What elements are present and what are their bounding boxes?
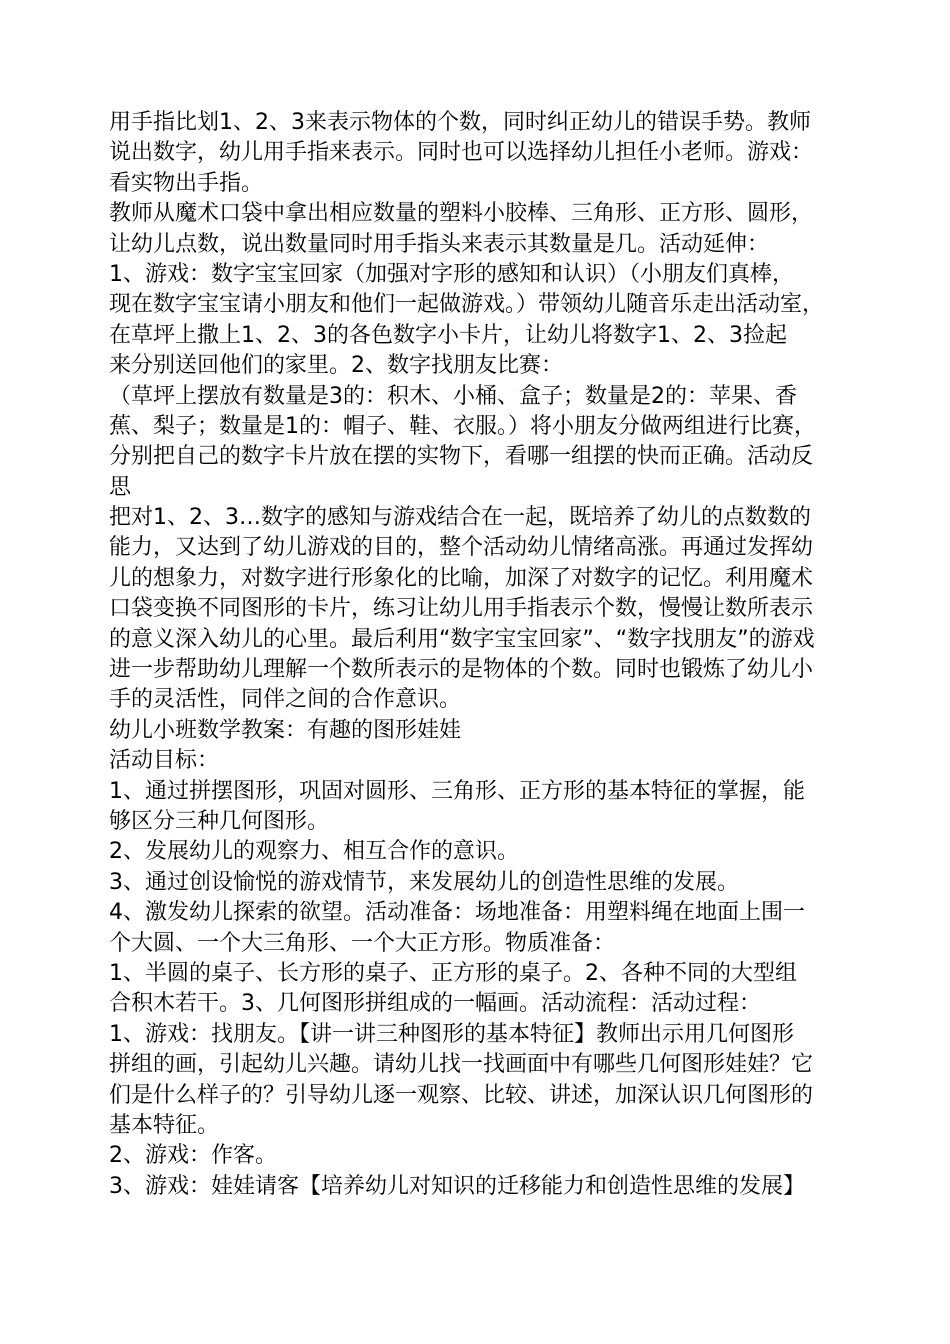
text-line: 用手指比划1、2、3来表示物体的个数，同时纠正幼儿的错误手势。教师 xyxy=(109,110,811,135)
text-line: 在草坪上撒上1、2、3的各色数字小卡片，让幼儿将数字1、2、3捡起 xyxy=(109,322,787,348)
text-line: 拼组的画，引起幼儿兴趣。请幼儿找一找画面中有哪些几何图形娃娃？它 xyxy=(109,1052,814,1078)
text-line: 3、通过创设愉悦的游戏情节，来发展幼儿的创造性思维的发展。 xyxy=(109,869,739,895)
text-line: 1、游戏：数字宝宝回家（加强对字形的感知和认识）（小朋友们真棒， xyxy=(109,261,794,287)
text-line: 基本特征。 xyxy=(109,1112,220,1138)
section-heading: 活动目标： xyxy=(109,748,220,774)
document-body xyxy=(109,108,869,1202)
text-line: 进一步帮助幼儿理解一个数所表示的是物体的个数。同时也锻炼了幼儿小 xyxy=(109,657,814,683)
text-line: 1、通过拼摆图形，巩固对圆形、三角形、正方形的基本特征的掌握，能 xyxy=(109,778,805,804)
text-line: 1、游戏：找朋友。【讲一讲三种图形的基本特征】教师出示用几何图形 xyxy=(109,1021,794,1047)
text-line: 的意义深入幼儿的心里。最后利用“数字宝宝回家”、“数字找朋友”的游戏 xyxy=(109,626,815,652)
text-line: 现在数字宝宝请小朋友和他们一起做游戏。）带领幼儿随音乐走出活动室， xyxy=(109,292,825,318)
text-line: 3、游戏：娃娃请客【培养幼儿对知识的迁移能力和创造性思维的发展】 xyxy=(109,1173,805,1199)
text-line: 来分别送回他们的家里。2、数字找朋友比赛： xyxy=(109,353,563,379)
text-line: 教师从魔术口袋中拿出相应数量的塑料小胶棒、三角形、正方形、圆形， xyxy=(109,201,814,227)
text-line: 分别把自己的数字卡片放在摆的实物下，看哪一组摆的快而正确。活动反 xyxy=(109,444,814,470)
text-line: 思 xyxy=(109,474,132,500)
section-title: 幼儿小班数学教案：有趣的图形娃娃 xyxy=(109,717,462,743)
text-line: 合积木若干。3、几何图形拼组成的一幅画。活动流程：活动过程： xyxy=(109,991,761,1017)
text-line: 看实物出手指。 xyxy=(109,170,264,196)
text-line: 4、激发幼儿探索的欲望。活动准备：场地准备：用塑料绳在地面上围一 xyxy=(109,900,805,926)
text-line: （草坪上摆放有数量是3的：积木、小桶、盒子；数量是2的：苹果、香 xyxy=(109,383,797,409)
text-line: 儿的想象力，对数字进行形象化的比喻，加深了对数字的记忆。利用魔术 xyxy=(109,565,814,591)
text-line: 2、游戏：作客。 xyxy=(109,1143,277,1169)
text-line: 手的灵活性，同伴之间的合作意识。 xyxy=(109,687,462,713)
text-line: 说出数字，幼儿用手指来表示。同时也可以选择幼儿担任小老师。游戏： xyxy=(109,140,814,166)
text-line: 让幼儿点数，说出数量同时用手指头来表示其数量是几。活动延伸： xyxy=(109,231,770,257)
text-line: 蕉、梨子；数量是1的：帽子、鞋、衣服。）将小朋友分做两组进行比赛， xyxy=(109,413,816,439)
text-line: 1、半圆的桌子、长方形的桌子、正方形的桌子。2、各种不同的大型组 xyxy=(109,960,797,986)
text-line: 能力，又达到了幼儿游戏的目的，整个活动幼儿情绪高涨。再通过发挥幼 xyxy=(109,535,814,561)
text-line: 把对1、2、3…数字的感知与游戏结合在一起，既培养了幼儿的点数数的 xyxy=(109,505,811,531)
text-line: 2、发展幼儿的观察力、相互合作的意识。 xyxy=(109,839,519,865)
text-line: 够区分三种几何图形。 xyxy=(109,808,330,834)
text-line: 们是什么样子的？引导幼儿逐一观察、比较、讲述，加深认识几何图形的 xyxy=(109,1082,814,1108)
text-line: 个大圆、一个大三角形、一个大正方形。物质准备： xyxy=(109,930,616,956)
text-line: 口袋变换不同图形的卡片，练习让幼儿用手指表示个数，慢慢让数所表示 xyxy=(109,596,814,622)
